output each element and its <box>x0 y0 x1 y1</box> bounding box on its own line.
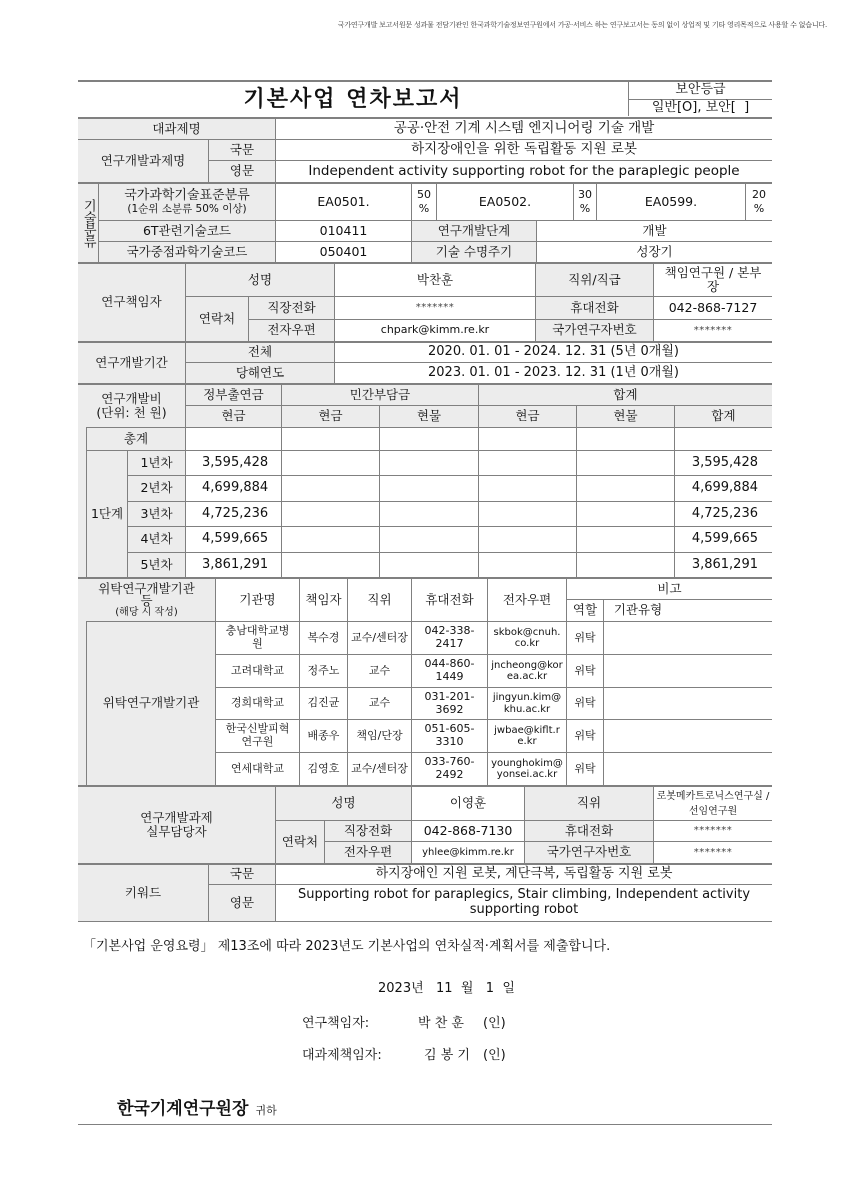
consign-org: 충남대학교병원 <box>225 624 290 650</box>
consign-position: 책임/단장 <box>356 728 403 742</box>
staff-mobile-label: 휴대전화 <box>525 821 653 841</box>
submission-statement: 「기본사업 운영요령」 제13조에 따라 2023년도 기본사업의 연차실적·계획서를 제출합니다. <box>83 939 611 954</box>
gov-cash-value: 3,595,428 <box>202 454 269 470</box>
pi-contact-label: 연락처 <box>186 297 248 341</box>
pi-seal: (인) <box>483 1016 506 1031</box>
total-cash-header: 현금 <box>479 406 576 427</box>
budget-left-gutter <box>78 427 86 577</box>
consign-left-gutter <box>78 621 86 785</box>
stage-value: 개발 <box>642 222 667 238</box>
consign-header-label <box>78 579 215 621</box>
major-title-value: 공공·안전 기계 시스템 엔지니어링 기술 개발 <box>393 120 655 137</box>
submission-date: 2023년 11 월 1 일 <box>378 981 515 996</box>
consign-org: 경희대학교 <box>230 696 285 710</box>
col-lead-header: 책임자 <box>305 591 342 607</box>
staff-label-line1: 연구개발과제 <box>140 809 213 825</box>
copyright-notice: 국가연구개발 보고서원문 성과물 전담기관인 한국과학기술정보연구원에서 가공·서비스 하는 연구보고서는 동의 없이 상업적 및 기타 영리목적으로 사용할 수 없습니다. <box>337 21 827 29</box>
pi-researcher-no: ******* <box>693 324 733 336</box>
period-current-label: 당해연도 <box>186 363 334 383</box>
consign-type <box>604 720 672 752</box>
budget-label-line2: (단위: 천 원) <box>96 405 167 420</box>
pi-office-phone: ******* <box>415 302 455 314</box>
recipient <box>117 1094 277 1119</box>
title-en-value: Independent activity supporting robot for the paraplegic people <box>308 162 740 179</box>
year-label: 1년차 <box>128 451 185 475</box>
major-pi-sign-name: 김 봉 기 <box>424 1048 470 1063</box>
total-sum-value: 4,699,884 <box>691 480 758 496</box>
staff-email: yhlee@kimm.re.kr <box>422 846 514 858</box>
national-code: 050401 <box>319 243 368 259</box>
total-row-label: 총계 <box>87 428 185 450</box>
pi-mobile-label: 휴대전화 <box>536 297 653 319</box>
consign-lead: 정주노 <box>307 663 340 677</box>
title-ko-value: 하지장애인을 위한 독립활동 지원 로봇 <box>411 141 637 158</box>
budget-section-label <box>78 385 185 427</box>
col-role-header: 역할 <box>572 602 598 618</box>
consign-role: 위탁 <box>574 728 596 742</box>
staff-mobile: ******* <box>693 825 733 837</box>
period-section-label: 연구개발기간 <box>78 343 185 383</box>
std-code-3: EA0599. <box>644 193 698 209</box>
consign-mobile: 033-760-2492 <box>424 755 475 781</box>
security-label: 보안등급 <box>675 82 726 98</box>
consign-header-line1: 위탁연구개발기관 <box>98 580 195 596</box>
pi-office-phone-label: 직장전화 <box>249 297 334 319</box>
pi-name-label: 성명 <box>186 264 334 296</box>
std-code-2: EA0502. <box>478 193 532 209</box>
budget-label-line1: 연구개발비 <box>101 390 162 406</box>
std-class-sub: (1순위 소분류 50% 이상) <box>127 203 247 216</box>
consign-org: 연세대학교 <box>230 761 285 775</box>
consign-org: 고려대학교 <box>230 663 285 677</box>
six-t-label: 6T관련기술코드 <box>99 221 275 241</box>
total-sum-value: 4,725,236 <box>691 505 758 521</box>
total-sum-value: 4,599,665 <box>691 531 758 547</box>
col-type-header: 기관유형 <box>613 602 663 618</box>
staff-office-phone-label: 직장전화 <box>325 821 411 841</box>
col-org-header: 기관명 <box>239 591 276 607</box>
staff-researcher-no-label: 국가연구자번호 <box>525 842 653 863</box>
pi-position-label: 직위/직급 <box>536 264 653 296</box>
keywords-english-label: 영문 <box>209 885 275 921</box>
staff-label-line2: 실무담당자 <box>146 824 207 839</box>
keywords-ko: 하지장애인 지원 로봇, 계단극복, 독립활동 지원 로봇 <box>375 866 673 882</box>
pi-name: 박찬훈 <box>416 271 454 287</box>
tech-class-label: 기술분류 <box>80 199 96 247</box>
consign-type <box>604 688 672 719</box>
private-cash-header: 현금 <box>282 406 379 427</box>
consign-position: 교수 <box>368 696 391 710</box>
consign-position: 교수 <box>368 663 391 677</box>
lifecycle-value: 성장기 <box>636 243 673 259</box>
divider <box>78 921 772 922</box>
keywords-korean-label: 국문 <box>209 865 275 884</box>
consign-email: younghokim@yonsei.ac.kr <box>491 757 563 780</box>
divider <box>275 184 276 262</box>
consign-position: 교수/센터장 <box>351 761 408 775</box>
pi-email-label: 전자우편 <box>249 320 334 341</box>
year-label: 4년차 <box>128 527 185 552</box>
divider <box>86 427 772 428</box>
stage-label: 연구개발단계 <box>412 221 536 241</box>
total-inkind-header: 현물 <box>577 406 674 427</box>
std-class-label <box>99 184 275 220</box>
consign-mobile: 044-860-1449 <box>424 657 475 683</box>
year-label: 2년차 <box>128 476 185 501</box>
six-t-code: 010411 <box>319 222 368 238</box>
staff-name-label: 성명 <box>276 787 411 820</box>
col-note-header: 비고 <box>657 580 682 596</box>
consign-position: 교수/센터장 <box>351 630 408 644</box>
pi-email: chpark@kimm.re.kr <box>380 323 490 337</box>
keywords-en: Supporting robot for paraplegics, Stair climbing, Independent activity supporting robot <box>297 887 751 917</box>
pi-sign-name: 박 찬 훈 <box>418 1016 464 1031</box>
consign-mobile: 042-338-2417 <box>424 624 475 650</box>
total-sum-value: 3,861,291 <box>691 556 758 572</box>
pi-sign-label: 연구책임자: <box>302 1016 370 1031</box>
std-pct-2: 30 % <box>578 188 592 215</box>
period-total-label: 전체 <box>186 343 334 362</box>
page-title: 기본사업 연차보고서 <box>243 87 463 113</box>
consign-email: skbok@cnuh.co.kr <box>493 626 561 649</box>
pi-researcher-no-label: 국가연구자번호 <box>536 320 653 341</box>
major-pi-seal: (인) <box>483 1048 506 1063</box>
recipient-name: 한국기계연구원장 <box>117 1099 249 1119</box>
staff-email-label: 전자우편 <box>325 842 411 863</box>
staff-contact-label: 연락처 <box>276 821 324 863</box>
consign-mobile: 051-605-3310 <box>424 722 475 748</box>
tech-class-side-label <box>78 184 98 262</box>
staff-position: 로봇메카트로닉스연구실 / 선임연구원 <box>656 790 770 817</box>
gov-cash-value: 3,861,291 <box>202 556 269 572</box>
national-code-label: 국가중점과학기술코드 <box>99 242 275 262</box>
consign-type <box>604 622 672 654</box>
gov-header: 정부출연금 <box>186 385 281 405</box>
std-class-title: 국가과학기술표준분류 <box>124 187 250 203</box>
period-total: 2020. 01. 01 - 2024. 12. 31 (5년 0개월) <box>428 344 679 360</box>
consign-role: 위탁 <box>574 663 596 677</box>
staff-office-phone: 042-868-7130 <box>423 822 513 838</box>
english-label: 영문 <box>209 161 275 182</box>
consign-email: jwbae@kiflt.re.kr <box>494 724 560 747</box>
private-inkind-header: 현물 <box>380 406 478 427</box>
recipient-suffix: 귀하 <box>255 1104 277 1117</box>
consign-header-line3: (해당 시 작성) <box>115 606 178 618</box>
gov-cash-value: 4,699,884 <box>202 480 269 496</box>
total-sum-value: 3,595,428 <box>691 454 758 470</box>
total-header: 합계 <box>479 385 772 405</box>
consign-mobile: 031-201-3692 <box>424 689 475 716</box>
consign-role: 위탁 <box>574 761 596 775</box>
col-mobile-header: 휴대전화 <box>425 591 474 607</box>
std-code-1: EA0501. <box>317 193 370 209</box>
rd-title-label: 연구개발과제명 <box>78 140 208 182</box>
staff-section-label <box>78 787 275 863</box>
year-label: 3년차 <box>128 502 185 526</box>
bottom-border <box>78 1124 772 1125</box>
staff-name: 이영훈 <box>449 795 487 811</box>
security-value: 일반[O], 보안[ ] <box>651 100 750 116</box>
consign-lead: 김진균 <box>307 696 340 710</box>
private-header: 민간부담금 <box>282 385 478 405</box>
gov-cash-header: 현금 <box>186 406 281 427</box>
consign-email: jingyun.kim@khu.ac.kr <box>492 692 562 715</box>
staff-researcher-no: ******* <box>693 846 733 858</box>
consign-role: 위탁 <box>574 630 596 644</box>
pi-mobile: 042-868-7127 <box>668 299 758 315</box>
consign-lead: 김영호 <box>307 761 340 775</box>
major-pi-sign-label: 대과제책임자: <box>302 1048 382 1063</box>
consign-lead: 복수경 <box>307 630 340 644</box>
total-sum-header: 합계 <box>675 406 772 427</box>
keywords-label: 키워드 <box>78 865 208 921</box>
staff-position-label: 직위 <box>525 787 653 820</box>
col-email-header: 전자우편 <box>502 591 552 607</box>
consign-role: 위탁 <box>574 696 596 710</box>
major-title-label: 대과제명 <box>78 119 275 139</box>
pi-position: 책임연구원 / 본부장 <box>664 264 762 294</box>
col-position-header: 직위 <box>367 591 392 607</box>
korean-label: 국문 <box>209 140 275 160</box>
consign-header-line2: 등 <box>140 593 153 608</box>
stage-label: 1단계 <box>87 451 127 577</box>
consign-side-label: 위탁연구개발기관 <box>87 622 215 785</box>
std-pct-3: 20 % <box>752 188 766 215</box>
pi-section-label: 연구책임자 <box>78 264 185 341</box>
consign-email: jncheong@korea.ac.kr <box>491 659 563 682</box>
consign-lead: 배종우 <box>307 728 340 742</box>
period-current: 2023. 01. 01 - 2023. 12. 31 (1년 0개월) <box>428 364 679 380</box>
gov-cash-value: 4,725,236 <box>202 505 269 521</box>
consign-org: 한국신발피혁연구원 <box>225 722 290 748</box>
consign-type <box>604 753 672 785</box>
year-label: 5년차 <box>128 553 185 577</box>
lifecycle-label: 기술 수명주기 <box>412 242 536 262</box>
consign-type <box>604 655 672 687</box>
std-pct-1: 50 % <box>417 188 431 215</box>
gov-cash-value: 4,599,665 <box>202 531 269 547</box>
